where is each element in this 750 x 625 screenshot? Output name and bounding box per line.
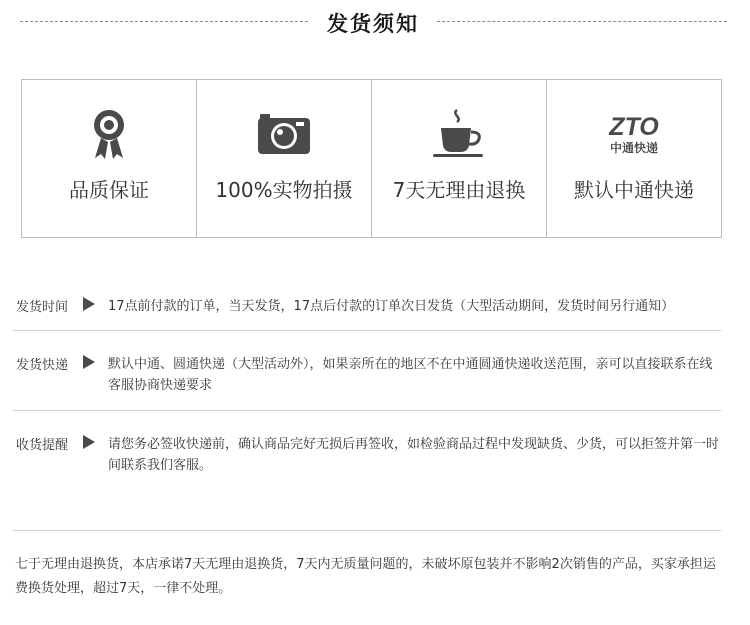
feature-quality — [22, 80, 197, 237]
notice-text: 17点前付款的订单，当天发货，17点后付款的订单次日发货（大型活动期间，发货时间另行通知） — [108, 299, 675, 314]
play-arrow-icon — [83, 435, 95, 449]
camera-icon — [252, 108, 316, 160]
zto-logo-subtext: 中通快递 — [609, 141, 659, 155]
coffee-cup-icon — [427, 108, 491, 160]
notice-label: 发货快递 — [16, 358, 69, 373]
award-ribbon-icon — [77, 108, 141, 160]
feature-label: 品质保证 — [69, 178, 149, 202]
header-dash-left — [20, 21, 308, 22]
feature-photo — [197, 80, 372, 237]
notice-text: 默认中通、圆通快递（大型活动外），如果亲所在的地区不在中通圆通快递收送范围，亲可以直接联系在线客服协商快递要求 — [108, 357, 713, 393]
feature-label: 100%实物拍摄 — [215, 178, 353, 202]
zto-logo-text: ZTO — [609, 113, 659, 141]
feature-label: 7天无理由退换 — [392, 178, 526, 202]
feature-label: 默认中通快递 — [574, 178, 694, 202]
notice-label: 发货时间 — [16, 300, 69, 315]
play-arrow-icon — [83, 355, 95, 369]
divider — [13, 530, 721, 531]
divider — [13, 410, 721, 411]
section-header — [0, 0, 750, 45]
header-dash-right — [437, 21, 727, 22]
play-arrow-icon — [83, 297, 95, 311]
zto-logo-icon — [602, 108, 666, 160]
feature-courier — [547, 80, 721, 237]
feature-panel — [21, 79, 722, 238]
notice-label: 收货提醒 — [16, 438, 69, 453]
section-title: 发货须知 — [327, 12, 419, 36]
feature-return — [372, 80, 547, 237]
return-policy-text: 七于无理由退换货，本店承诺7天无理由退换货，7天内无质量问题的，未破坏原包装并不影响2次销售的产品，买家承担运费换货处理，超过7天，一律不处理。 — [15, 557, 716, 596]
divider — [13, 330, 721, 331]
notice-text: 请您务必签收快递前，确认商品完好无损后再签收，如检验商品过程中发现缺货、少货，可以拒签并第一时间联系我们客服。 — [108, 437, 720, 473]
